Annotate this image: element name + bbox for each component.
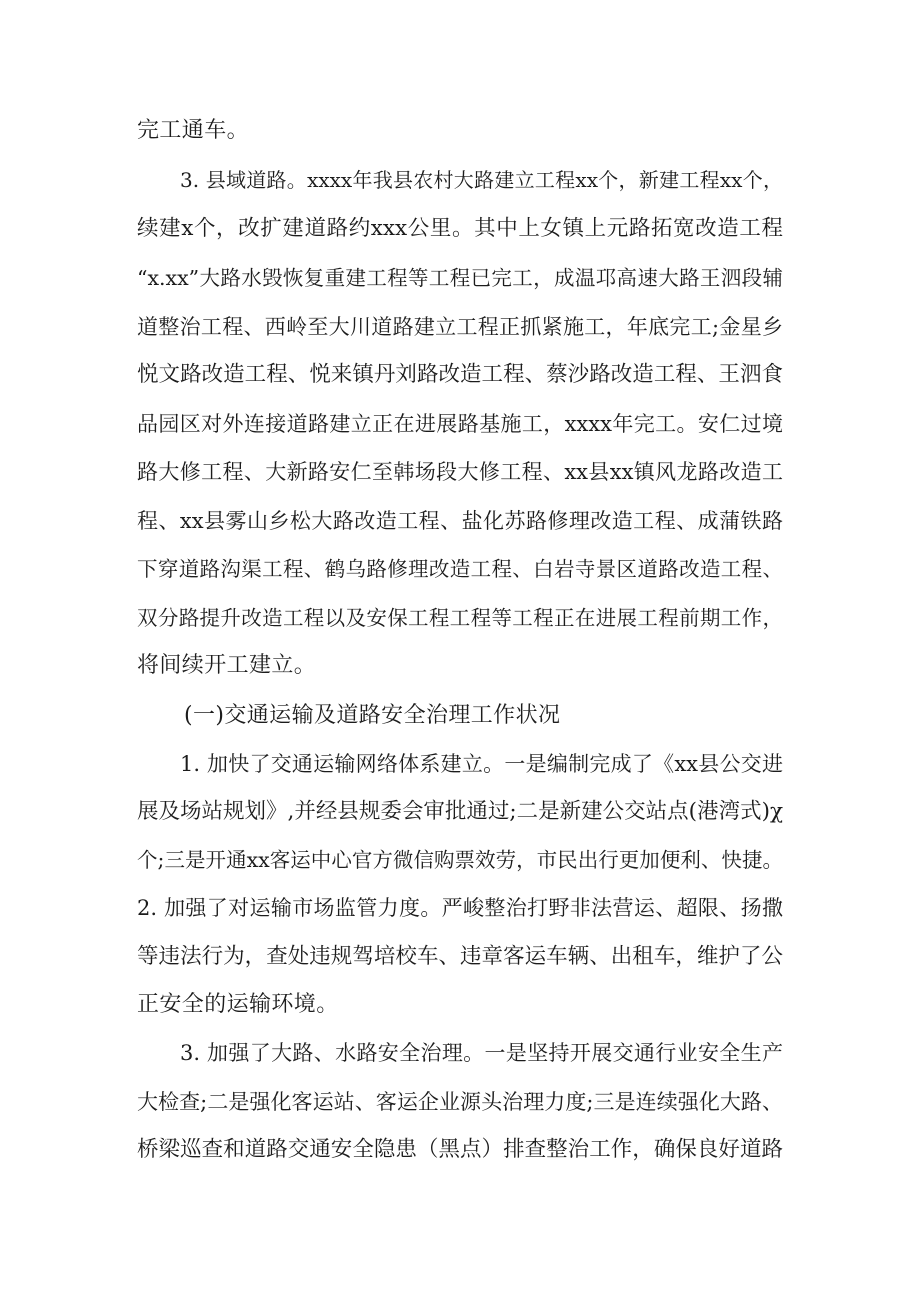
text-line-5: 道整治工程、西岭至大川道路建立工程正抓紧施工，年底完工;金星乡 bbox=[137, 315, 783, 339]
text-line-1: 完工通车。 bbox=[137, 118, 250, 143]
section-heading: (一)交通运输及道路安全治理工作状况 bbox=[184, 703, 561, 728]
text-line-9: 程、xx县雾山乡松大路改造工程、盐化苏路修理改造工程、成蒲铁路 bbox=[137, 509, 783, 533]
text-line-18: 等违法行为，查处违规驾培校车、违章客运车辆、出租车，维护了公 bbox=[137, 944, 783, 969]
text-line-17: 2. 加强了对运输市场监管力度。严峻整治打野非法营运、超限、扬撒 bbox=[137, 896, 783, 920]
text-line-6: 悦文路改造工程、悦来镇丹刘路改造工程、蔡沙路改造工程、王泗食 bbox=[137, 362, 783, 387]
text-line-12: 将间续开工建立。 bbox=[137, 653, 317, 678]
text-line-21: 大检查;二是强化客运站、客运企业源头治理力度;三是连续强化大路、 bbox=[137, 1090, 783, 1114]
text-line-2: 3. 县域道路。xxxx年我县农村大路建立工程xx个，新建工程xx个， bbox=[180, 168, 783, 192]
text-line-14: 1. 加快了交通运输网络体系建立。一是编制完成了《xx县公交进 bbox=[180, 752, 783, 776]
text-line-19: 正安全的运输环境。 bbox=[137, 992, 339, 1017]
text-line-8: 路大修工程、大新路安仁至韩场段大修工程、xx县xx镇风龙路改造工 bbox=[137, 460, 783, 484]
text-line-10: 下穿道路沟渠工程、鹤乌路修理改造工程、白岩寺景区道路改造工程、 bbox=[137, 557, 783, 581]
text-line-3: 续建x个，改扩建道路约xxx公里。其中上女镇上元路拓宽改造工程 bbox=[137, 216, 783, 241]
text-line-16: 个;三是开通xx客运中心官方微信购票效劳，市民出行更加便利、快捷。 bbox=[137, 848, 783, 872]
text-line-11: 双分路提升改造工程以及安保工程工程等工程正在进展工程前期工作， bbox=[137, 606, 783, 630]
text-line-15: 展及场站规划》,并经县规委会审批通过;二是新建公交站点(港湾式)χ bbox=[137, 799, 783, 824]
text-line-4: “x.xx”大路水毁恢复重建工程等工程已完工，成温邛高速大路王泗段辅 bbox=[137, 266, 783, 290]
text-line-20: 3. 加强了大路、水路安全治理。一是坚持开展交通行业安全生产 bbox=[180, 1041, 783, 1065]
text-line-22: 桥梁巡查和道路交通安全隐患（黑点）排查整治工作，确保良好道路 bbox=[137, 1137, 783, 1162]
text-line-7: 品园区对外连接道路建立正在进展路基施工，xxxx年完工。安仁过境 bbox=[137, 412, 783, 436]
